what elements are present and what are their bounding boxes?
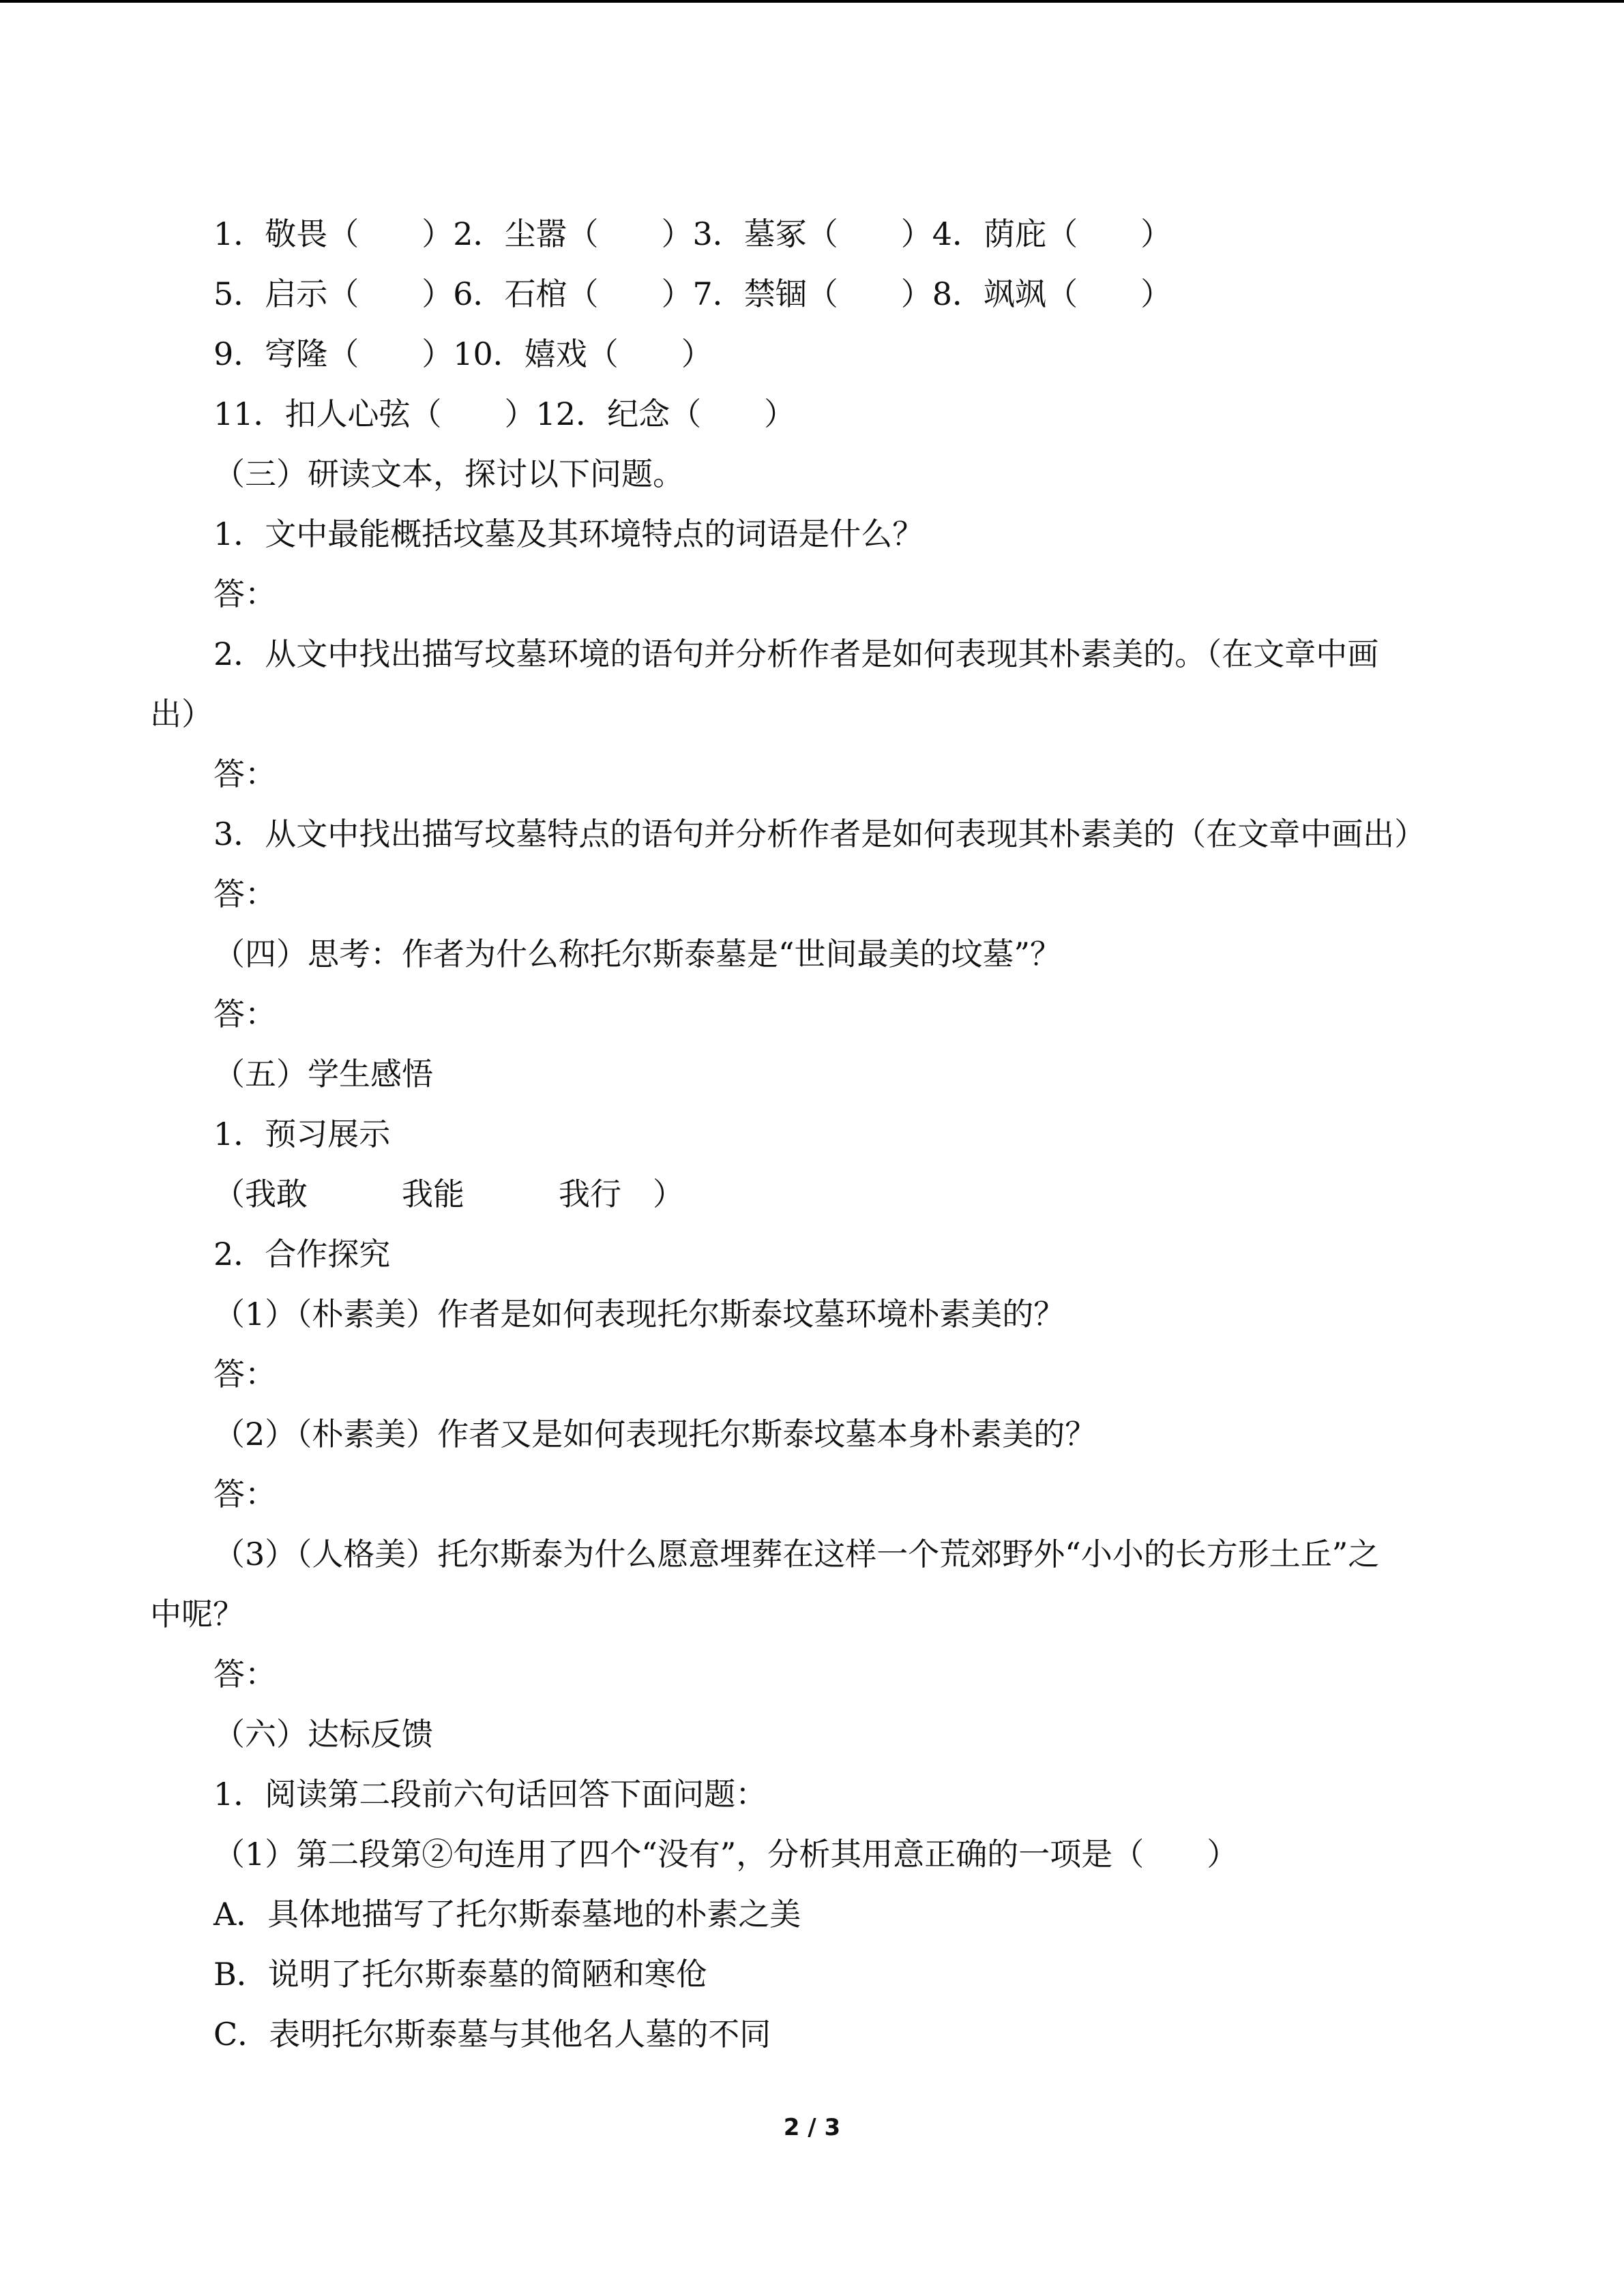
vocab-line-3: 9．穹隆（ ）10．嬉戏（ ） (213, 336, 713, 372)
section-6-heading: （六）达标反馈 (213, 1716, 433, 1753)
vocab-line-2: 5．启示（ ）6．石棺（ ）7．禁锢（ ）8．飒飒（ ） (213, 275, 1172, 312)
option-a: A．具体地描写了托尔斯泰墓地的朴素之美 (213, 1896, 801, 1933)
section-3-question-2-line-2: 出） (150, 696, 213, 732)
option-c: C．表明托尔斯泰墓与其他名人墓的不同 (213, 2016, 771, 2053)
section-5-subanswer-2: 答： (213, 1476, 276, 1512)
section-4-heading: （四）思考：作者为什么称托尔斯泰墓是“世间最美的坟墓”？ (213, 936, 1062, 972)
section-3-heading: （三）研读文本，探讨以下问题。 (213, 456, 684, 492)
section-5-item-1: 1．预习展示 (213, 1116, 391, 1152)
section-5-subquestion-1: （1）（朴素美）作者是如何表现托尔斯泰坟墓环境朴素美的？ (213, 1296, 1065, 1332)
section-3-answer-2: 答： (213, 756, 276, 792)
page-indicator: 2 / 3 (783, 2114, 841, 2141)
vocab-line-4: 11．扣人心弦（ ）12．纪念（ ） (213, 396, 796, 432)
section-3-question-1: 1．文中最能概括坟墓及其环境特点的词语是什么？ (213, 516, 924, 552)
section-5-subquestion-2: （2）（朴素美）作者又是如何表现托尔斯泰坟墓本身朴素美的？ (213, 1416, 1097, 1452)
section-3-question-2-line-1: 2．从文中找出描写坟墓环境的语句并分析作者是如何表现其朴素美的。（在文章中画 (213, 636, 1379, 672)
section-5-item-2: 2．合作探究 (213, 1236, 391, 1272)
section-6-item-1: 1．阅读第二段前六句话回答下面问题： (213, 1776, 767, 1813)
section-4-answer: 答： (213, 996, 276, 1032)
section-5-subanswer-1: 答： (213, 1356, 276, 1392)
section-6-question-1: （1）第二段第②句连用了四个“没有”，分析其用意正确的一项是（ ） (213, 1836, 1239, 1873)
section-5-item-1-detail: （我敢 我能 我行 ） (213, 1176, 684, 1212)
option-b: B．说明了托尔斯泰墓的简陋和寒伧 (213, 1956, 707, 1993)
section-5-subanswer-3: 答： (213, 1656, 276, 1693)
section-3-answer-1: 答： (213, 576, 276, 612)
section-3-question-3: 3．从文中找出描写坟墓特点的语句并分析作者是如何表现其朴素美的（在文章中画出） (213, 816, 1426, 852)
vocab-line-1: 1．敬畏（ ）2．尘嚣（ ）3．墓冢（ ）4．荫庇（ ） (213, 215, 1172, 252)
section-5-heading: （五）学生感悟 (213, 1056, 433, 1092)
section-5-subquestion-3-line-1: （3）（人格美）托尔斯泰为什么愿意埋葬在这样一个荒郊野外“小小的长方形土丘”之 (213, 1536, 1380, 1572)
section-5-subquestion-3-line-2: 中呢？ (150, 1596, 244, 1632)
section-3-answer-3: 答： (213, 876, 276, 912)
